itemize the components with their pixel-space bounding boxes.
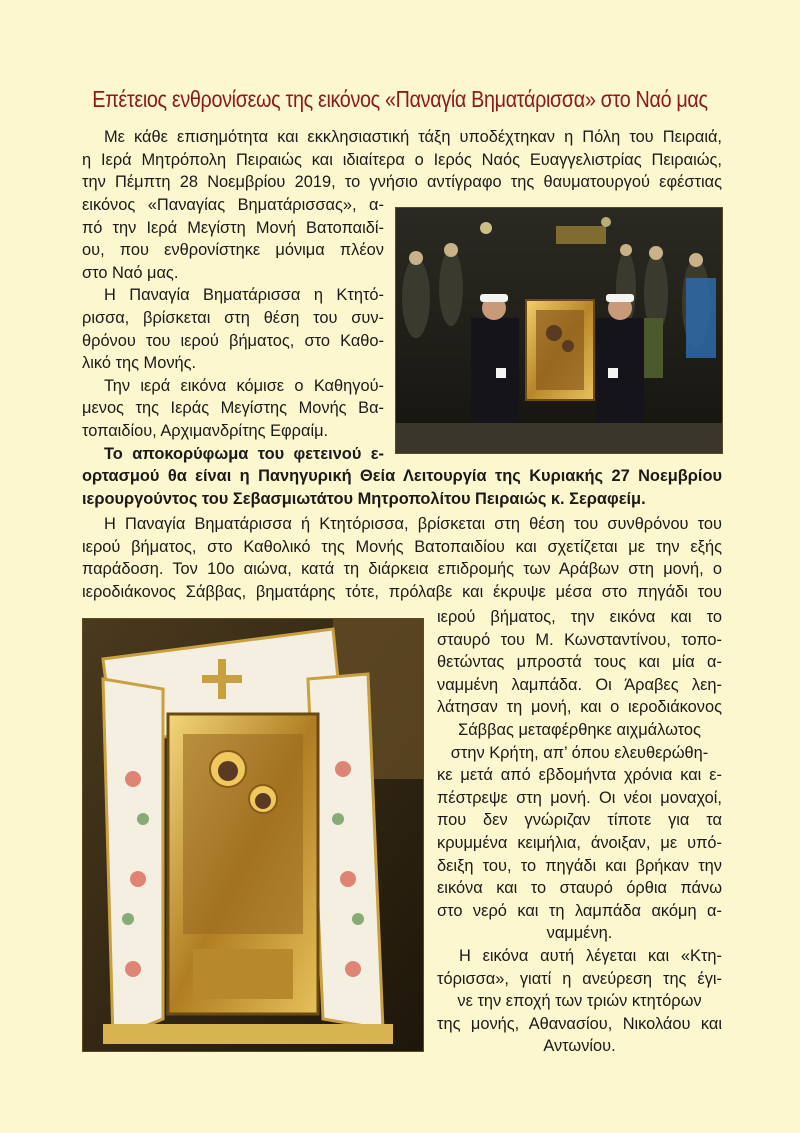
text-line: ιερού βήματος, στο Καθολικό της Μονής Βατοπαιδίου και σχετίζεται με την εξής (82, 537, 722, 556)
text-line: ιεροδιάκονος Σάββας, βηματάρης τότε, πρόλαβε και έκρυψε μέσα στο πηγάδι του (82, 582, 722, 601)
text-line: εικόνα και το σταυρό όρθια πάνω (437, 879, 722, 898)
procession-photo (395, 207, 723, 454)
text-line: ναμμένη. (546, 924, 613, 943)
text-line: κε μετά από εβδομήντα χρόνια και ε- (437, 766, 722, 785)
text-line: ιερού βήματος, την εικόνα και το (437, 608, 722, 626)
text-line: στην Κρήτη, απ’ όπου ελευθερώθη- (450, 743, 709, 762)
left-column-text (82, 194, 384, 465)
text-line: θρόνου του ιερού βήματος, στο Καθο- (82, 331, 384, 350)
text-line: ναμμένη λαμπάδα. Οι Άραβες λεη- (437, 675, 722, 694)
text-line: Σάββας μεταφέρθηκε αιχμάλωτος (458, 720, 701, 739)
article-title: Επέτειος ενθρονίσεως της εικόνος «Παναγία Βηματάρισσα» στο Ναό μας (92, 86, 708, 112)
text-line: νε την εποχή των τριών κτητόρων (457, 992, 702, 1011)
text-line: ρισσα, βρίσκεται στη θέση του συν- (82, 308, 384, 327)
text-line: θετώντας μπροστά τους και μία α- (437, 653, 722, 672)
text-line-bold: Το αποκορύφωμα του φετεινού ε- (104, 444, 384, 463)
text-line: την Πέμπτη 28 Νοεμβρίου 2019, το γνήσιο αντίγραφο της θαυματουργού εφέστιας (82, 173, 722, 192)
text-line-bold: ιερουργούντος του Σεβασμιωτάτου Μητροπολίτου Πειραιώς κ. Σεραφείμ. (82, 489, 646, 508)
tradition-paragraph (82, 513, 722, 603)
text-line: πό την Ιερά Μεγίστη Μονή Βατοπαιδί- (82, 218, 384, 237)
text-line: μενος της Ιεράς Μεγίστης Μονής Βα- (82, 399, 384, 418)
text-line: ου, που ενθρονίστηκε μόνιμα πλέον (82, 241, 384, 260)
text-line: πέστρεψε στη μονή. Οι νέοι μοναχοί, (437, 788, 722, 807)
text-line: Η Παναγία Βηματάρισσα η Κτητό- (104, 286, 384, 305)
text-line: λάτησαν τη μονή, και ο ιεροδιάκονος (437, 698, 722, 717)
text-line: Την ιερά εικόνα κόμισε ο Καθηγού- (104, 376, 384, 395)
text-line: δειξη του, το πηγάδι και βρήκαν την (437, 856, 722, 875)
intro-paragraph (82, 126, 722, 194)
text-line: που δεν γνώριζαν τίποτε για τα (437, 811, 722, 830)
text-line: στο Ναό μας. (82, 263, 179, 282)
text-line: εικόνος «Παναγίας Βηματάρισσας», α- (82, 196, 384, 214)
text-line: λικό της Μονής. (82, 354, 197, 373)
text-line: σταυρό του Μ. Κωνσταντίνου, τοπο- (437, 630, 722, 649)
text-line: Αντωνίου. (543, 1037, 616, 1056)
text-line: η Ιερά Μητρόπολη Πειραιώς και ιδιαίτερα ο Ιερός Ναός Ευαγγελιστρίας Πειραιώς, (82, 150, 722, 169)
icon-photo (82, 618, 424, 1052)
text-line: τόρισσα», γιατί η ανεύρεση της έγι- (437, 969, 722, 988)
text-line: τοπαιδίου, Αρχιμανδρίτης Εφραίμ. (82, 421, 329, 440)
text-line: στο νερό και τη λαμπάδα ακόμη α- (437, 901, 722, 920)
right-column-text (437, 606, 722, 1058)
text-line: παράδοση. Τον 10ο αιώνα, κατά τη διάρκεια επιδρομής των Αράβων στη μονή, ο (82, 560, 722, 579)
text-line: της μονής, Αθανασίου, Νικολάου και (437, 1014, 722, 1033)
highlight-paragraph (82, 465, 722, 510)
text-line: Η εικόνα αυτή λέγεται και «Κτη- (459, 946, 722, 965)
text-line: Με κάθε επισημότητα και εκκλησιαστική τάξη υποδέχτηκαν η Πόλη του Πειραιά, (104, 128, 722, 146)
text-line-bold: ορτασμού θα είναι η Πανηγυρική Θεία Λειτουργία της Κυριακής 27 Νοεμβρίου (82, 467, 722, 485)
text-line: Η Παναγία Βηματάρισσα ή Κτητόρισσα, βρίσκεται στη θέση του συνθρόνου του (104, 515, 722, 533)
text-line: κρυμμένα κειμήλια, άνοιξαν, με υπό- (437, 833, 722, 852)
